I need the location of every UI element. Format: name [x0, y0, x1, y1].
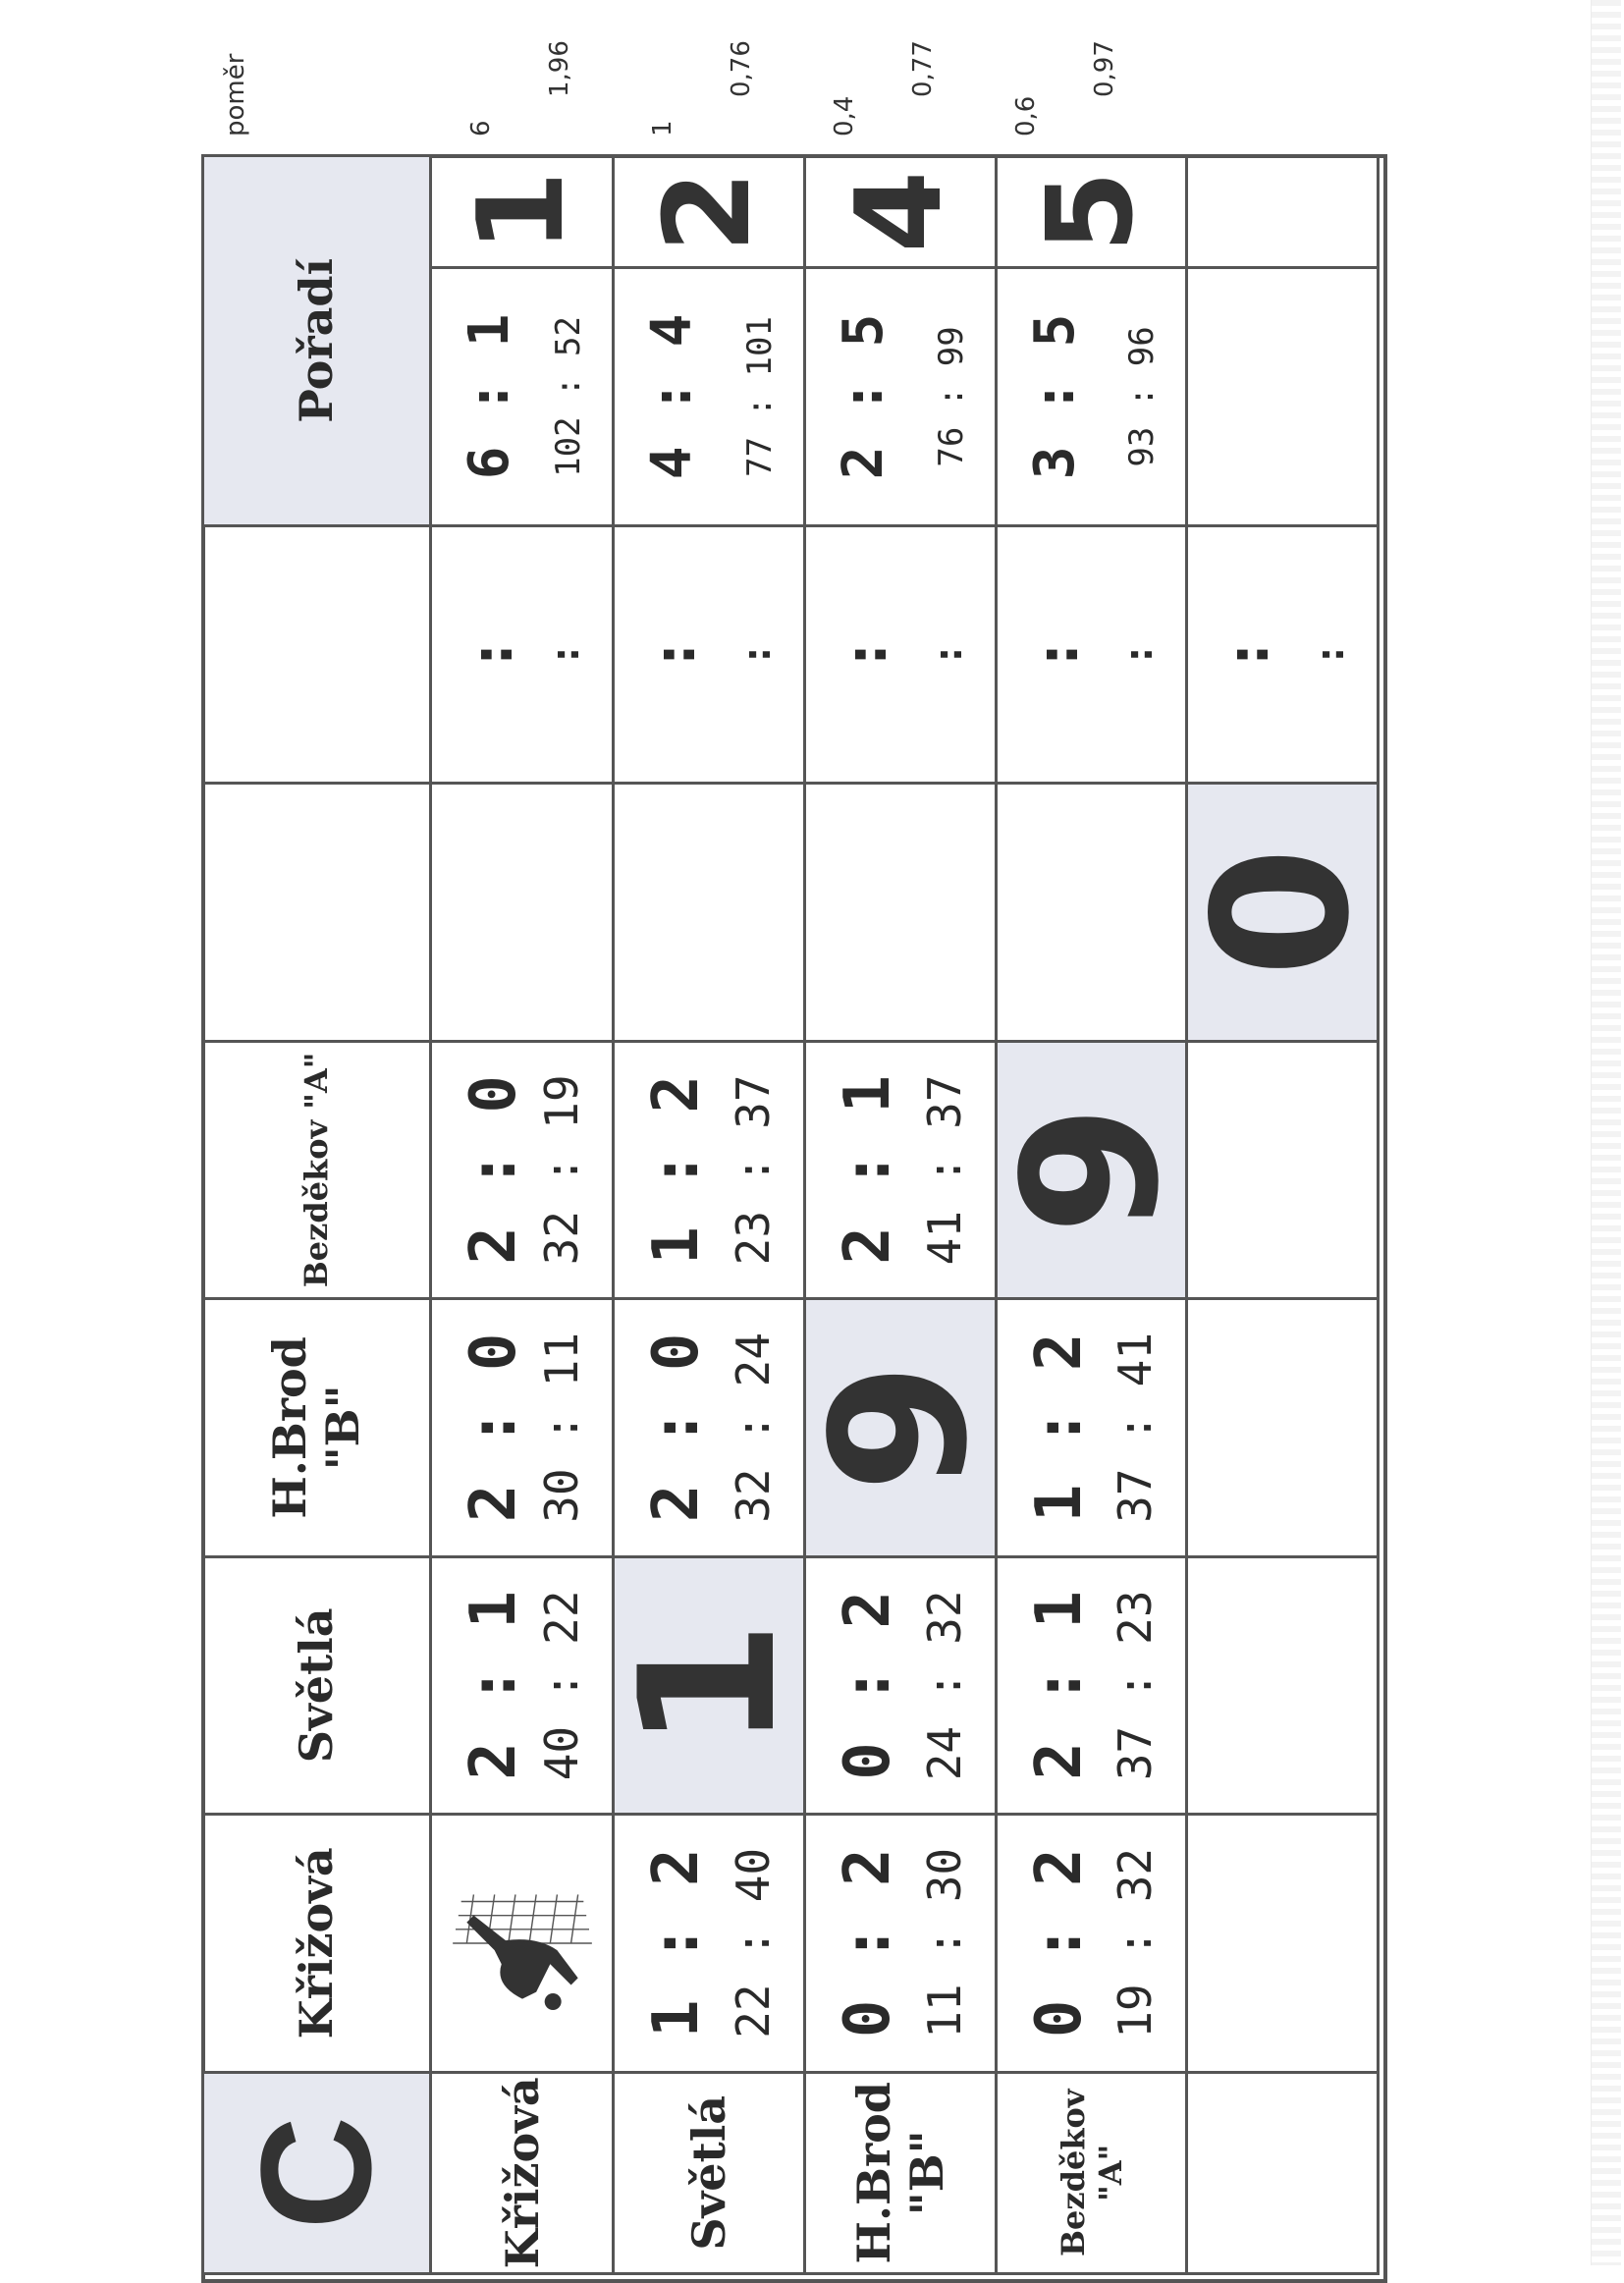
unused-score-cell — [805, 525, 997, 783]
total-cell — [1187, 268, 1379, 525]
total-points: 93 : 96 — [1122, 326, 1163, 467]
point-score: 30 : 11 — [535, 1332, 589, 1523]
score-cell — [430, 1556, 614, 1814]
picture-cell — [430, 1815, 614, 2072]
diagonal-value: 1 — [600, 1620, 818, 1751]
total-cell — [614, 268, 805, 525]
column-header-label: Křižová — [290, 1847, 344, 2039]
row-header — [805, 2072, 997, 2273]
sets-separator: : — [1214, 636, 1283, 673]
total-sets: 3 : 5 — [1022, 313, 1087, 480]
sets-separator: : — [457, 636, 526, 673]
table-row — [805, 156, 997, 2274]
score-cell — [805, 1041, 997, 1298]
empty-cell — [805, 784, 997, 1041]
points-separator: : — [734, 642, 781, 667]
rank-value: 5 — [1022, 170, 1160, 253]
group-label: C — [228, 2116, 405, 2230]
column-header-2 — [203, 1299, 431, 1556]
total-cell — [430, 268, 614, 525]
set-score: 0 : 2 — [1022, 1848, 1096, 2038]
empty-cell — [996, 784, 1187, 1041]
set-score: 2 : 0 — [457, 1075, 530, 1265]
row-header — [614, 2072, 805, 2273]
ratio-value: 0,97 — [1090, 40, 1119, 97]
score-cell — [996, 1556, 1187, 1814]
paper-edge — [1591, 0, 1621, 2265]
total-sets: 6 : 1 — [457, 313, 521, 480]
rank-header — [203, 156, 431, 526]
total-sets: 4 : 4 — [640, 313, 705, 480]
group-label-cell — [203, 2072, 431, 2273]
rank-value: 2 — [640, 170, 778, 253]
set-score: 2 : 1 — [1022, 1591, 1096, 1780]
point-score: 23 : 37 — [727, 1074, 781, 1266]
set-score: 1 : 2 — [640, 1848, 714, 2038]
row-header — [1187, 2072, 1379, 2273]
sets-separator: : — [832, 636, 901, 673]
row-team-label: H.Brod "B" — [846, 2082, 953, 2264]
set-score: 1 : 2 — [640, 1075, 714, 1265]
point-score: 37 : 23 — [1109, 1590, 1163, 1781]
unused-score-cell — [614, 525, 805, 783]
diagonal-cell — [1173, 784, 1391, 1041]
table-row — [430, 156, 614, 2274]
table-row — [996, 156, 1187, 2274]
ratio-value: 0,76 — [727, 40, 756, 97]
diagonal-value: 9 — [790, 1362, 1008, 1493]
empty-cell — [1187, 1041, 1379, 1298]
diagonal-cell — [600, 1556, 818, 1814]
points-separator: : — [543, 642, 589, 667]
ratio-value: 6 — [466, 120, 496, 136]
set-score: 0 : 2 — [832, 1848, 905, 2038]
score-cell — [430, 1299, 614, 1556]
point-score: 24 : 32 — [917, 1590, 971, 1781]
rank-value: 1 — [453, 170, 590, 253]
diagonal-value: 9 — [982, 1105, 1200, 1235]
row-header — [430, 2072, 614, 2273]
total-sets: 2 : 5 — [832, 313, 896, 480]
point-score: 32 : 19 — [535, 1074, 589, 1266]
column-header-1 — [203, 1556, 431, 1814]
ratio-value: 1,96 — [545, 40, 574, 97]
ratio-value: 1 — [648, 120, 677, 136]
empty-cell — [614, 784, 805, 1041]
header-row — [203, 156, 431, 2274]
ratio-value: 0,4 — [830, 95, 859, 136]
score-cell — [996, 1299, 1187, 1556]
sets-separator: : — [1022, 636, 1092, 673]
row-team-label: Světlá — [682, 2094, 736, 2251]
column-header-0 — [203, 1815, 431, 2072]
set-score: 2 : 0 — [457, 1332, 530, 1523]
point-score: 19 : 32 — [1109, 1847, 1163, 2038]
total-cell — [996, 268, 1187, 525]
column-header-label: Světlá — [290, 1607, 344, 1764]
row-header — [996, 2072, 1187, 2273]
ratio-header: poměr — [221, 53, 250, 136]
rank-cell — [1187, 156, 1379, 268]
empty-cell — [1187, 1815, 1379, 2072]
empty-cell — [1187, 1299, 1379, 1556]
column-header-label: H.Brod "B" — [263, 1336, 370, 1519]
score-cell — [430, 1041, 614, 1298]
point-score: 32 : 24 — [727, 1332, 781, 1523]
standings-table — [201, 154, 1391, 2275]
set-score: 1 : 2 — [1022, 1332, 1096, 1523]
points-separator: : — [1308, 642, 1353, 667]
table-row — [614, 156, 805, 2274]
table-row — [1187, 156, 1379, 2274]
point-score: 40 : 22 — [535, 1590, 589, 1781]
total-points: 77 : 101 — [740, 316, 781, 477]
score-cell — [614, 1299, 805, 1556]
set-score: 2 : 0 — [640, 1332, 714, 1523]
point-score: 22 : 40 — [727, 1847, 781, 2038]
rank-cell — [996, 156, 1187, 268]
unused-score-cell — [1187, 525, 1379, 783]
row-team-label: Křižová — [495, 2077, 549, 2269]
score-cell — [614, 1041, 805, 1298]
row-team-label: Bezděkov "A" — [1054, 2089, 1129, 2256]
points-separator: : — [925, 642, 971, 667]
diagonal-value: 0 — [1173, 846, 1391, 977]
point-score: 41 : 37 — [917, 1074, 971, 1266]
rank-value: 4 — [831, 170, 968, 253]
set-score: 0 : 2 — [832, 1591, 905, 1780]
set-score: 2 : 1 — [457, 1591, 530, 1780]
score-cell — [614, 1815, 805, 2072]
column-header-label: Bezděkov "A" — [298, 1052, 336, 1288]
ratio-value: 0,6 — [1011, 95, 1041, 136]
unused-score-cell — [996, 525, 1187, 783]
point-score: 37 : 41 — [1109, 1332, 1163, 1523]
empty-cell — [1187, 1556, 1379, 1814]
diagonal-cell — [790, 1299, 1008, 1556]
volleyball-player-icon — [439, 1860, 606, 2027]
diagonal-cell — [982, 1041, 1200, 1298]
column-header-3 — [203, 1041, 431, 1298]
column-header-empty — [203, 525, 431, 783]
rank-cell — [614, 156, 805, 268]
score-cell — [996, 1815, 1187, 2072]
total-cell — [805, 268, 997, 525]
rank-cell — [805, 156, 997, 268]
points-separator: : — [1116, 642, 1163, 667]
set-score: 2 : 1 — [832, 1075, 905, 1265]
total-points: 76 : 99 — [931, 326, 971, 467]
standings-sheet — [201, 40, 1391, 2275]
score-cell — [805, 1556, 997, 1814]
empty-cell — [430, 784, 614, 1041]
point-score: 11 : 30 — [917, 1847, 971, 2038]
column-header-empty — [203, 784, 431, 1041]
score-cell — [805, 1815, 997, 2072]
ratio-value: 0,77 — [908, 40, 938, 97]
total-points: 102 : 52 — [549, 316, 589, 477]
rank-header-label: Pořadí — [290, 257, 344, 423]
rank-cell — [430, 156, 614, 268]
unused-score-cell — [430, 525, 614, 783]
sets-separator: : — [640, 636, 710, 673]
